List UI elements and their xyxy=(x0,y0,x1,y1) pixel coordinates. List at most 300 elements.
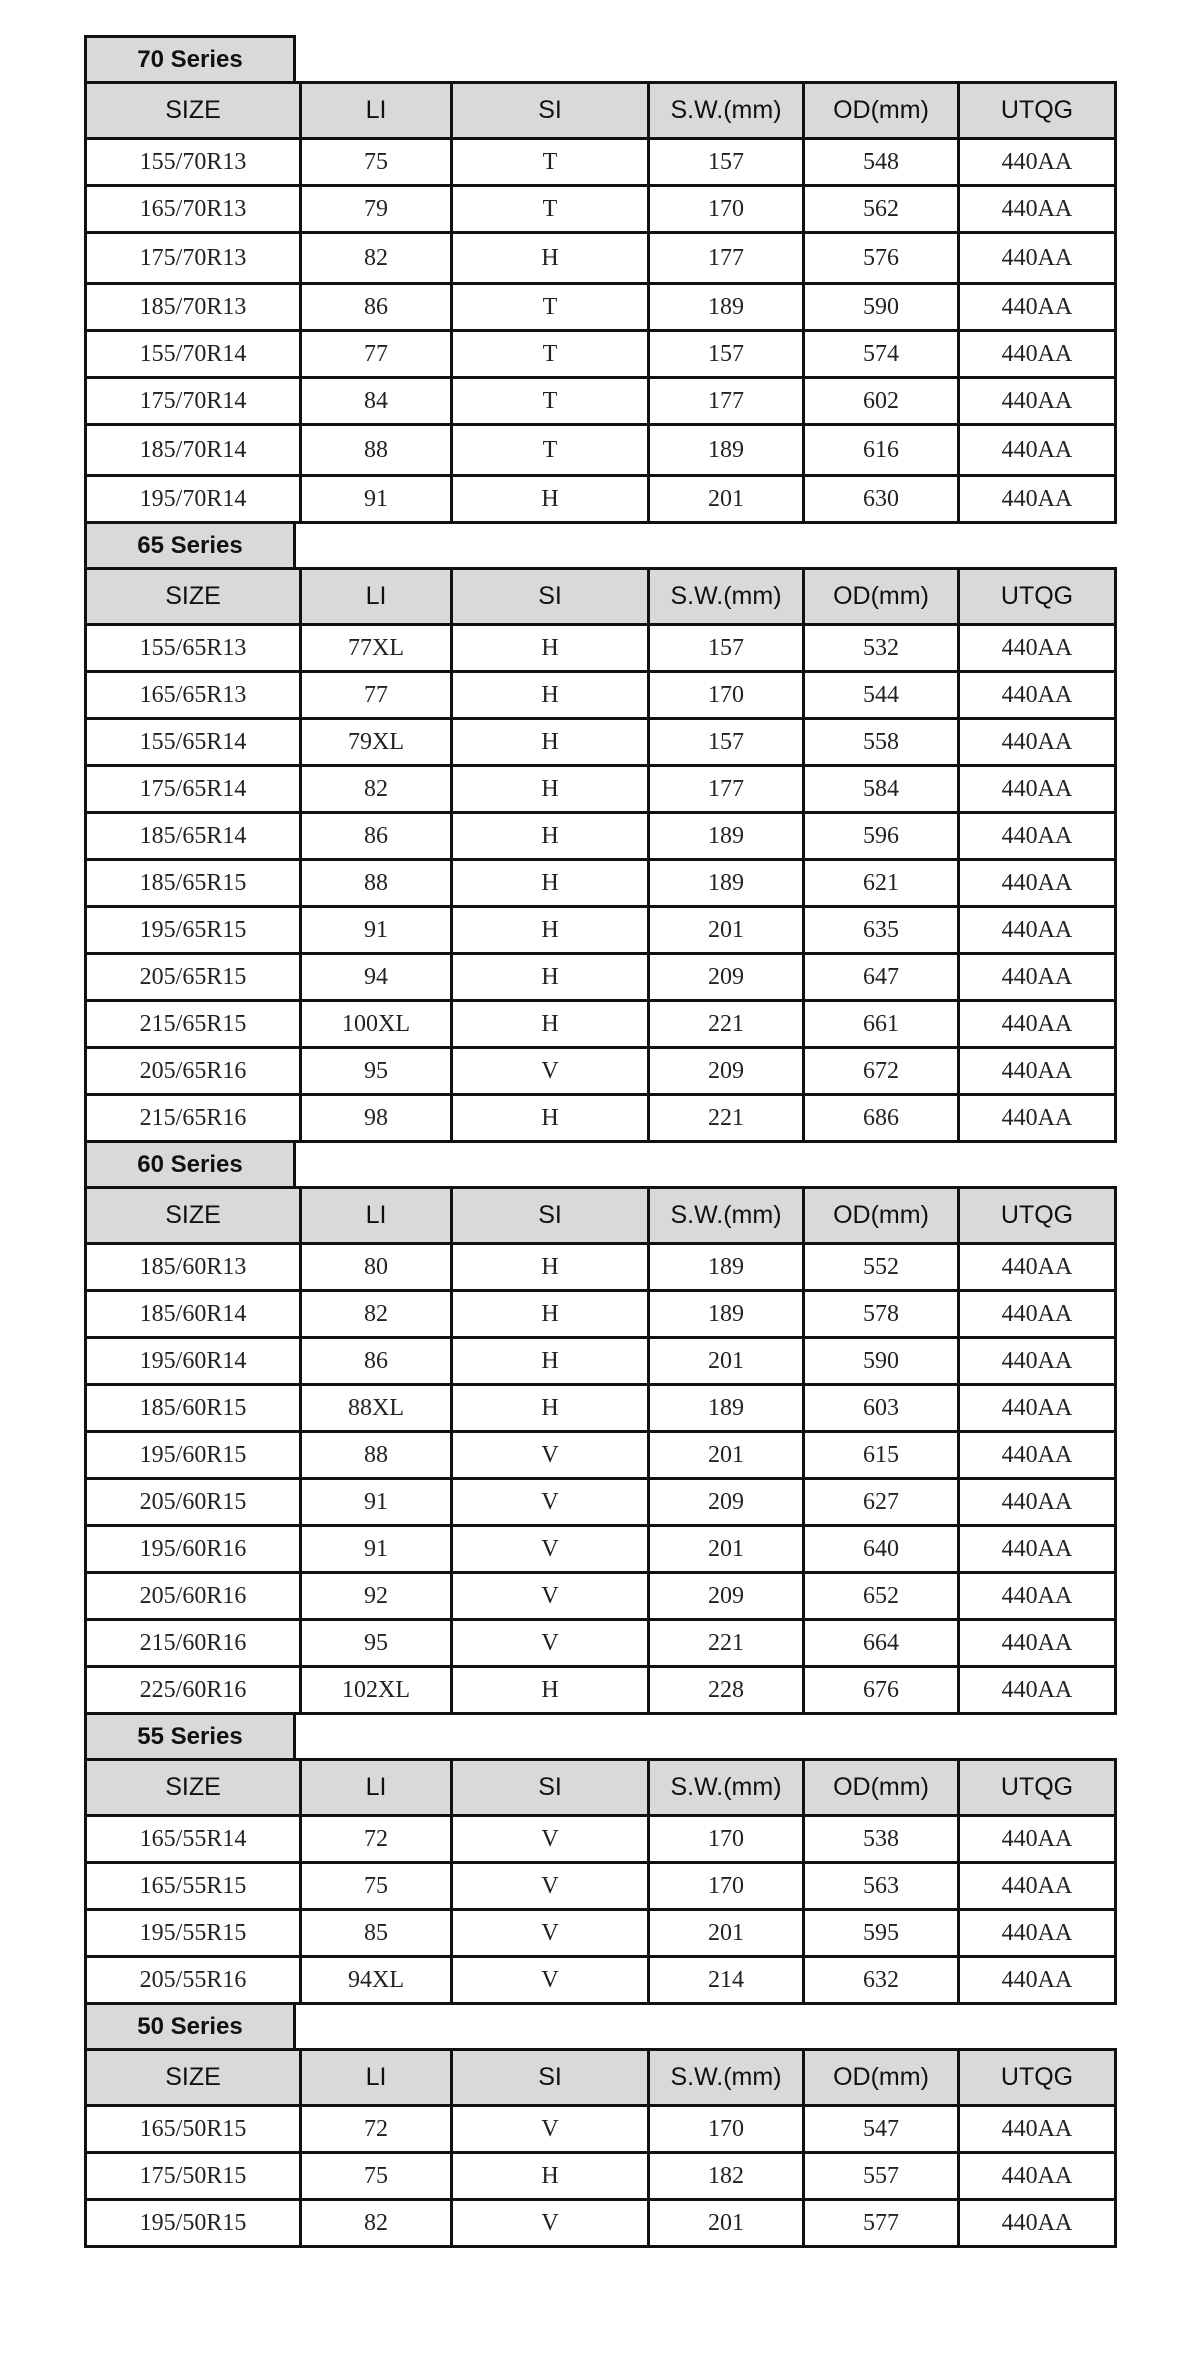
cell-size: 185/60R13 xyxy=(86,1244,301,1291)
cell-sw: 201 xyxy=(649,476,804,523)
cell-utqg: 440AA xyxy=(959,625,1116,672)
cell-si: T xyxy=(452,378,649,425)
cell-od: 562 xyxy=(804,186,959,233)
cell-od: 676 xyxy=(804,1667,959,1714)
cell-utqg: 440AA xyxy=(959,1620,1116,1667)
column-header-si: SI xyxy=(452,83,649,139)
column-header-od: OD(mm) xyxy=(804,1188,959,1244)
cell-sw: 189 xyxy=(649,284,804,331)
cell-size: 165/55R14 xyxy=(86,1816,301,1863)
table-row xyxy=(86,331,1116,378)
cell-od: 538 xyxy=(804,1816,959,1863)
column-header-size: SIZE xyxy=(86,2050,301,2106)
cell-utqg: 440AA xyxy=(959,1385,1116,1432)
cell-si: V xyxy=(452,2106,649,2153)
cell-sw: 177 xyxy=(649,233,804,284)
cell-sw: 189 xyxy=(649,425,804,476)
table-row xyxy=(86,284,1116,331)
column-header-utqg: UTQG xyxy=(959,1188,1116,1244)
cell-utqg: 440AA xyxy=(959,378,1116,425)
cell-size: 215/65R15 xyxy=(86,1001,301,1048)
cell-size: 155/65R14 xyxy=(86,719,301,766)
cell-od: 595 xyxy=(804,1910,959,1957)
cell-size: 155/65R13 xyxy=(86,625,301,672)
table-row xyxy=(86,1957,1116,2004)
column-header-od: OD(mm) xyxy=(804,569,959,625)
column-header-size: SIZE xyxy=(86,569,301,625)
cell-od: 616 xyxy=(804,425,959,476)
cell-sw: 189 xyxy=(649,1385,804,1432)
cell-utqg: 440AA xyxy=(959,860,1116,907)
cell-od: 577 xyxy=(804,2200,959,2247)
cell-od: 547 xyxy=(804,2106,959,2153)
cell-size: 195/60R16 xyxy=(86,1526,301,1573)
cell-utqg: 440AA xyxy=(959,1479,1116,1526)
cell-utqg: 440AA xyxy=(959,1095,1116,1142)
cell-utqg: 440AA xyxy=(959,425,1116,476)
series-label: 60 Series xyxy=(84,1140,296,1189)
cell-li: 77XL xyxy=(301,625,452,672)
cell-li: 88 xyxy=(301,425,452,476)
cell-si: H xyxy=(452,672,649,719)
cell-size: 185/70R14 xyxy=(86,425,301,476)
cell-li: 91 xyxy=(301,1479,452,1526)
cell-si: V xyxy=(452,1573,649,1620)
table-row xyxy=(86,813,1116,860)
table-row xyxy=(86,2153,1116,2200)
cell-utqg: 440AA xyxy=(959,1667,1116,1714)
cell-sw: 170 xyxy=(649,186,804,233)
cell-utqg: 440AA xyxy=(959,476,1116,523)
cell-size: 215/65R16 xyxy=(86,1095,301,1142)
cell-size: 195/70R14 xyxy=(86,476,301,523)
cell-od: 584 xyxy=(804,766,959,813)
cell-od: 664 xyxy=(804,1620,959,1667)
cell-od: 635 xyxy=(804,907,959,954)
cell-li: 86 xyxy=(301,284,452,331)
cell-li: 102XL xyxy=(301,1667,452,1714)
cell-od: 590 xyxy=(804,284,959,331)
column-header-si: SI xyxy=(452,2050,649,2106)
cell-od: 627 xyxy=(804,1479,959,1526)
table-row xyxy=(86,1526,1116,1573)
cell-si: H xyxy=(452,1244,649,1291)
cell-sw: 157 xyxy=(649,719,804,766)
cell-si: V xyxy=(452,1526,649,1573)
cell-od: 632 xyxy=(804,1957,959,2004)
cell-utqg: 440AA xyxy=(959,1048,1116,1095)
cell-si: H xyxy=(452,954,649,1001)
series-block xyxy=(84,521,1114,1143)
table-row xyxy=(86,186,1116,233)
cell-li: 86 xyxy=(301,1338,452,1385)
series-block xyxy=(84,1140,1114,1715)
cell-utqg: 440AA xyxy=(959,719,1116,766)
cell-utqg: 440AA xyxy=(959,954,1116,1001)
cell-li: 91 xyxy=(301,476,452,523)
cell-utqg: 440AA xyxy=(959,1244,1116,1291)
table-row xyxy=(86,378,1116,425)
cell-od: 652 xyxy=(804,1573,959,1620)
column-header-sw: S.W.(mm) xyxy=(649,1188,804,1244)
column-header-li: LI xyxy=(301,1760,452,1816)
cell-si: H xyxy=(452,1385,649,1432)
table-row xyxy=(86,1291,1116,1338)
table-row xyxy=(86,2106,1116,2153)
cell-utqg: 440AA xyxy=(959,1001,1116,1048)
header-row xyxy=(86,1188,1116,1244)
table-row xyxy=(86,1816,1116,1863)
cell-od: 557 xyxy=(804,2153,959,2200)
cell-od: 596 xyxy=(804,813,959,860)
cell-si: H xyxy=(452,1001,649,1048)
cell-utqg: 440AA xyxy=(959,1432,1116,1479)
cell-size: 185/65R15 xyxy=(86,860,301,907)
cell-si: T xyxy=(452,425,649,476)
cell-li: 91 xyxy=(301,1526,452,1573)
cell-size: 155/70R14 xyxy=(86,331,301,378)
cell-si: H xyxy=(452,907,649,954)
cell-li: 95 xyxy=(301,1620,452,1667)
cell-utqg: 440AA xyxy=(959,1526,1116,1573)
cell-li: 82 xyxy=(301,2200,452,2247)
cell-size: 215/60R16 xyxy=(86,1620,301,1667)
column-header-li: LI xyxy=(301,1188,452,1244)
cell-size: 195/65R15 xyxy=(86,907,301,954)
cell-od: 603 xyxy=(804,1385,959,1432)
cell-si: V xyxy=(452,1957,649,2004)
cell-od: 544 xyxy=(804,672,959,719)
cell-utqg: 440AA xyxy=(959,1338,1116,1385)
cell-od: 574 xyxy=(804,331,959,378)
cell-sw: 189 xyxy=(649,1291,804,1338)
cell-si: T xyxy=(452,284,649,331)
cell-od: 548 xyxy=(804,139,959,186)
cell-utqg: 440AA xyxy=(959,284,1116,331)
cell-li: 72 xyxy=(301,1816,452,1863)
cell-si: V xyxy=(452,1048,649,1095)
cell-si: H xyxy=(452,860,649,907)
table-row xyxy=(86,766,1116,813)
table-row xyxy=(86,1667,1116,1714)
cell-sw: 221 xyxy=(649,1001,804,1048)
series-block xyxy=(84,1712,1114,2005)
column-header-od: OD(mm) xyxy=(804,1760,959,1816)
cell-size: 185/60R14 xyxy=(86,1291,301,1338)
cell-sw: 201 xyxy=(649,1526,804,1573)
table-row xyxy=(86,1863,1116,1910)
cell-li: 79XL xyxy=(301,719,452,766)
cell-si: H xyxy=(452,476,649,523)
table-row xyxy=(86,1048,1116,1095)
cell-sw: 201 xyxy=(649,1432,804,1479)
column-header-li: LI xyxy=(301,569,452,625)
table-row xyxy=(86,1001,1116,1048)
cell-sw: 209 xyxy=(649,954,804,1001)
cell-si: T xyxy=(452,186,649,233)
cell-utqg: 440AA xyxy=(959,2153,1116,2200)
cell-size: 175/70R13 xyxy=(86,233,301,284)
column-header-size: SIZE xyxy=(86,1188,301,1244)
table-row xyxy=(86,1432,1116,1479)
cell-od: 563 xyxy=(804,1863,959,1910)
cell-utqg: 440AA xyxy=(959,331,1116,378)
table-row xyxy=(86,1095,1116,1142)
cell-size: 195/60R15 xyxy=(86,1432,301,1479)
cell-si: H xyxy=(452,766,649,813)
cell-li: 77 xyxy=(301,331,452,378)
cell-li: 100XL xyxy=(301,1001,452,1048)
column-header-sw: S.W.(mm) xyxy=(649,2050,804,2106)
header-row xyxy=(86,1760,1116,1816)
cell-size: 195/50R15 xyxy=(86,2200,301,2247)
cell-si: H xyxy=(452,719,649,766)
cell-od: 552 xyxy=(804,1244,959,1291)
cell-si: H xyxy=(452,1338,649,1385)
cell-size: 165/70R13 xyxy=(86,186,301,233)
series-label: 70 Series xyxy=(84,35,296,84)
tire-spec-sheet xyxy=(84,35,1114,2245)
cell-utqg: 440AA xyxy=(959,1816,1116,1863)
cell-sw: 214 xyxy=(649,1957,804,2004)
cell-size: 175/65R14 xyxy=(86,766,301,813)
column-header-si: SI xyxy=(452,1188,649,1244)
cell-sw: 209 xyxy=(649,1479,804,1526)
cell-sw: 170 xyxy=(649,1816,804,1863)
cell-od: 558 xyxy=(804,719,959,766)
cell-utqg: 440AA xyxy=(959,813,1116,860)
cell-size: 165/50R15 xyxy=(86,2106,301,2153)
cell-sw: 201 xyxy=(649,1338,804,1385)
cell-sw: 177 xyxy=(649,766,804,813)
cell-od: 630 xyxy=(804,476,959,523)
cell-sw: 157 xyxy=(649,139,804,186)
cell-sw: 157 xyxy=(649,331,804,378)
cell-sw: 201 xyxy=(649,907,804,954)
cell-od: 590 xyxy=(804,1338,959,1385)
cell-od: 602 xyxy=(804,378,959,425)
cell-li: 82 xyxy=(301,1291,452,1338)
cell-si: V xyxy=(452,1479,649,1526)
column-header-od: OD(mm) xyxy=(804,2050,959,2106)
cell-li: 75 xyxy=(301,139,452,186)
cell-si: V xyxy=(452,1432,649,1479)
column-header-utqg: UTQG xyxy=(959,83,1116,139)
series-table xyxy=(84,81,1117,524)
cell-size: 205/60R15 xyxy=(86,1479,301,1526)
cell-sw: 221 xyxy=(649,1620,804,1667)
column-header-sw: S.W.(mm) xyxy=(649,1760,804,1816)
header-row xyxy=(86,83,1116,139)
column-header-si: SI xyxy=(452,569,649,625)
cell-li: 80 xyxy=(301,1244,452,1291)
series-table xyxy=(84,1758,1117,2005)
table-row xyxy=(86,139,1116,186)
series-table xyxy=(84,567,1117,1143)
cell-utqg: 440AA xyxy=(959,186,1116,233)
cell-sw: 170 xyxy=(649,672,804,719)
cell-sw: 170 xyxy=(649,1863,804,1910)
cell-size: 165/55R15 xyxy=(86,1863,301,1910)
cell-sw: 170 xyxy=(649,2106,804,2153)
cell-li: 79 xyxy=(301,186,452,233)
cell-size: 195/55R15 xyxy=(86,1910,301,1957)
cell-li: 82 xyxy=(301,233,452,284)
cell-sw: 209 xyxy=(649,1048,804,1095)
table-row xyxy=(86,1385,1116,1432)
table-row xyxy=(86,476,1116,523)
series-block xyxy=(84,2002,1114,2248)
cell-od: 532 xyxy=(804,625,959,672)
column-header-size: SIZE xyxy=(86,1760,301,1816)
table-row xyxy=(86,1573,1116,1620)
cell-od: 578 xyxy=(804,1291,959,1338)
cell-utqg: 440AA xyxy=(959,1910,1116,1957)
cell-si: T xyxy=(452,331,649,378)
column-header-utqg: UTQG xyxy=(959,569,1116,625)
cell-od: 615 xyxy=(804,1432,959,1479)
table-row xyxy=(86,1910,1116,1957)
column-header-li: LI xyxy=(301,2050,452,2106)
series-block xyxy=(84,35,1114,524)
series-label: 50 Series xyxy=(84,2002,296,2051)
table-row xyxy=(86,907,1116,954)
series-label: 65 Series xyxy=(84,521,296,570)
cell-sw: 209 xyxy=(649,1573,804,1620)
cell-size: 185/70R13 xyxy=(86,284,301,331)
cell-li: 92 xyxy=(301,1573,452,1620)
table-row xyxy=(86,860,1116,907)
cell-utqg: 440AA xyxy=(959,1863,1116,1910)
cell-sw: 189 xyxy=(649,1244,804,1291)
cell-si: H xyxy=(452,625,649,672)
cell-size: 185/60R15 xyxy=(86,1385,301,1432)
cell-li: 82 xyxy=(301,766,452,813)
cell-li: 86 xyxy=(301,813,452,860)
cell-od: 640 xyxy=(804,1526,959,1573)
cell-size: 205/60R16 xyxy=(86,1573,301,1620)
cell-si: T xyxy=(452,139,649,186)
cell-sw: 182 xyxy=(649,2153,804,2200)
cell-li: 98 xyxy=(301,1095,452,1142)
table-row xyxy=(86,1479,1116,1526)
cell-size: 195/60R14 xyxy=(86,1338,301,1385)
cell-si: H xyxy=(452,1291,649,1338)
column-header-utqg: UTQG xyxy=(959,1760,1116,1816)
cell-si: H xyxy=(452,2153,649,2200)
cell-utqg: 440AA xyxy=(959,233,1116,284)
cell-utqg: 440AA xyxy=(959,2106,1116,2153)
cell-od: 661 xyxy=(804,1001,959,1048)
cell-li: 95 xyxy=(301,1048,452,1095)
cell-size: 155/70R13 xyxy=(86,139,301,186)
cell-li: 85 xyxy=(301,1910,452,1957)
table-row xyxy=(86,719,1116,766)
cell-size: 165/65R13 xyxy=(86,672,301,719)
cell-si: V xyxy=(452,2200,649,2247)
header-row xyxy=(86,2050,1116,2106)
cell-size: 175/50R15 xyxy=(86,2153,301,2200)
table-row xyxy=(86,2200,1116,2247)
column-header-od: OD(mm) xyxy=(804,83,959,139)
table-row xyxy=(86,425,1116,476)
table-row xyxy=(86,672,1116,719)
cell-li: 77 xyxy=(301,672,452,719)
cell-sw: 189 xyxy=(649,860,804,907)
cell-si: V xyxy=(452,1910,649,1957)
cell-li: 88 xyxy=(301,1432,452,1479)
cell-li: 75 xyxy=(301,1863,452,1910)
cell-size: 205/55R16 xyxy=(86,1957,301,2004)
cell-sw: 201 xyxy=(649,1910,804,1957)
cell-utqg: 440AA xyxy=(959,1957,1116,2004)
cell-li: 91 xyxy=(301,907,452,954)
cell-utqg: 440AA xyxy=(959,2200,1116,2247)
cell-si: V xyxy=(452,1816,649,1863)
table-row xyxy=(86,233,1116,284)
cell-od: 621 xyxy=(804,860,959,907)
cell-li: 88XL xyxy=(301,1385,452,1432)
cell-si: H xyxy=(452,233,649,284)
series-table xyxy=(84,1186,1117,1715)
table-row xyxy=(86,954,1116,1001)
cell-li: 75 xyxy=(301,2153,452,2200)
cell-li: 94 xyxy=(301,954,452,1001)
column-header-sw: S.W.(mm) xyxy=(649,569,804,625)
cell-sw: 157 xyxy=(649,625,804,672)
cell-utqg: 440AA xyxy=(959,139,1116,186)
cell-si: V xyxy=(452,1863,649,1910)
cell-utqg: 440AA xyxy=(959,1573,1116,1620)
cell-li: 88 xyxy=(301,860,452,907)
cell-od: 576 xyxy=(804,233,959,284)
cell-utqg: 440AA xyxy=(959,907,1116,954)
cell-si: V xyxy=(452,1620,649,1667)
column-header-sw: S.W.(mm) xyxy=(649,83,804,139)
column-header-size: SIZE xyxy=(86,83,301,139)
cell-utqg: 440AA xyxy=(959,1291,1116,1338)
cell-li: 72 xyxy=(301,2106,452,2153)
table-row xyxy=(86,1244,1116,1291)
series-table xyxy=(84,2048,1117,2248)
column-header-utqg: UTQG xyxy=(959,2050,1116,2106)
table-row xyxy=(86,1620,1116,1667)
table-row xyxy=(86,625,1116,672)
cell-sw: 189 xyxy=(649,813,804,860)
series-label: 55 Series xyxy=(84,1712,296,1761)
table-row xyxy=(86,1338,1116,1385)
cell-size: 225/60R16 xyxy=(86,1667,301,1714)
cell-si: H xyxy=(452,813,649,860)
cell-sw: 228 xyxy=(649,1667,804,1714)
cell-si: H xyxy=(452,1095,649,1142)
cell-size: 205/65R16 xyxy=(86,1048,301,1095)
cell-sw: 177 xyxy=(649,378,804,425)
cell-size: 175/70R14 xyxy=(86,378,301,425)
cell-od: 672 xyxy=(804,1048,959,1095)
cell-li: 94XL xyxy=(301,1957,452,2004)
cell-size: 205/65R15 xyxy=(86,954,301,1001)
column-header-li: LI xyxy=(301,83,452,139)
cell-sw: 221 xyxy=(649,1095,804,1142)
cell-utqg: 440AA xyxy=(959,672,1116,719)
cell-od: 686 xyxy=(804,1095,959,1142)
column-header-si: SI xyxy=(452,1760,649,1816)
cell-od: 647 xyxy=(804,954,959,1001)
header-row xyxy=(86,569,1116,625)
cell-si: H xyxy=(452,1667,649,1714)
cell-size: 185/65R14 xyxy=(86,813,301,860)
